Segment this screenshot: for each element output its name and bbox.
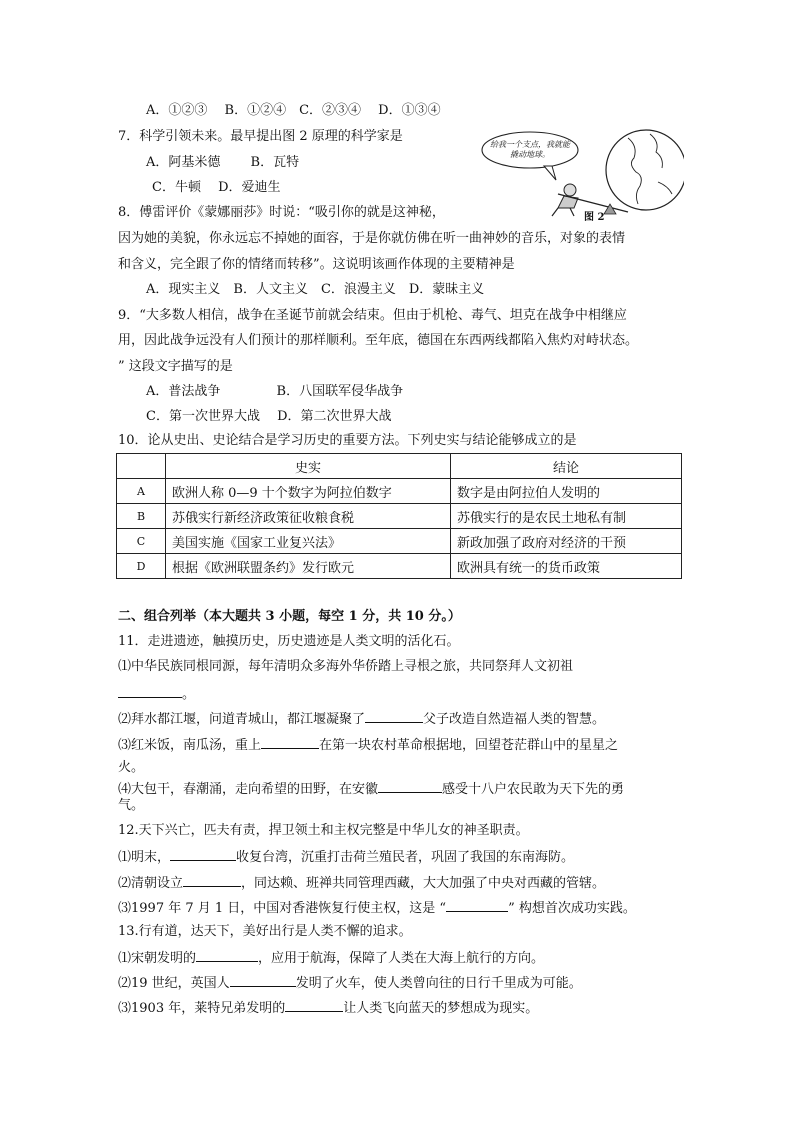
q11-stem: 11．走进遗迹，触摸历史，历史遗迹是人类文明的活化石。 [118,634,460,649]
q7-options-ab: A．阿基米德 B．瓦特 [146,155,300,170]
header-blank [117,454,166,479]
row-conclusion: 欧洲具有统一的货币政策 [451,554,682,579]
q13-part2-tail: 发明了火车，使人类曾向往的日行千里成为可能。 [295,976,582,991]
answer-blank[interactable] [285,997,343,1012]
q11-part4-line2: 气。 [118,798,145,813]
q13-part1 [118,947,544,969]
answer-blank[interactable] [365,708,423,723]
q12-part3 [118,897,636,919]
row-fact: 美国实施《国家工业复兴法》 [166,529,451,554]
answer-blank[interactable] [183,872,241,887]
q11-part2 [118,708,605,730]
q11-part1-tail: 。 [182,687,196,702]
row-key: B [117,504,166,529]
row-fact: 根据《欧洲联盟条约》发行欧元 [166,554,451,579]
q13-stem: 13.行有道，达天下，美好出行是人类不懈的追求。 [118,924,412,939]
answer-blank[interactable] [446,897,508,912]
q9-line1: 9．“大多数人相信，战争在圣诞节前就会结束。但由于机枪、毒气、坦克在战争中相继应 [118,308,627,323]
q13-part3-head: ⑶1903 年，莱特兄弟发明的 [118,1001,286,1016]
q11-part3-head: ⑶红米饭，南瓜汤，重上 [118,738,262,753]
q13-part1-tail: ，应用于航海，保障了人类在大海上航行的方向。 [258,951,545,966]
q8-line1: 8．傅雷评价《蒙娜丽莎》时说：“吸引你的就是这神秘， [118,205,445,220]
section-2-title: 二、组合列举（本大题共 3 小题，每空 1 分，共 10 分。） [118,609,461,624]
q13-part3-tail: 让人类飞向蓝天的梦想成为现实。 [343,1001,539,1016]
q12-part1-head: ⑴明末， [118,850,171,865]
figure-2-bubble-text: 给我一个支点，我就能撬动地球。 [490,140,570,159]
row-conclusion: 数字是由阿拉伯人发明的 [451,479,682,504]
answer-blank[interactable] [196,947,258,962]
row-key: C [117,529,166,554]
table-row [117,479,682,504]
q12-part2-tail: ，同达赖、班禅共同管理西藏，大大加强了中央对西藏的管辖。 [241,876,606,891]
q9-line3: ” 这段文字描写的是 [118,359,233,374]
answer-blank[interactable] [378,778,442,793]
q12-part3-head: ⑶1997 年 7 月 1 日，中国对香港恢复行使主权，这是 “ [118,901,447,916]
q10-table [116,453,682,579]
q9-line2: 用，因此战争远没有人们预计的那样顺利。至年底，德国在东西两线都陷入焦灼对峙状态。 [118,333,639,348]
q12-part2 [118,872,605,894]
q13-part2-head: ⑵19 世纪，英国人 [118,976,230,991]
row-key: A [117,479,166,504]
q12-part1-tail: 收复台湾，沉重打击荷兰殖民者，巩固了我国的东南海防。 [236,850,575,865]
q13-part3 [118,997,538,1019]
table-row [117,554,682,579]
answer-blank[interactable] [261,734,319,749]
answer-blank[interactable] [230,972,296,987]
q7-stem: 7．科学引领未来。最早提出图 2 原理的科学家是 [118,129,403,144]
q11-part2-head: ⑵拜水都江堰，问道青城山，都江堰凝聚了 [118,712,366,727]
q11-part1-line1: ⑴中华民族同根同源，每年清明众多海外华侨踏上寻根之旅，共同祭拜人文初祖 [118,659,574,674]
header-conclusion: 结论 [451,454,682,479]
lever-illustration [478,124,684,224]
row-key: D [117,554,166,579]
figure-2-caption: 图 2 [584,212,605,223]
row-fact: 欧洲人称 0—9 十个数字为阿拉伯数字 [166,479,451,504]
q11-part2-tail: 父子改造自然造福人类的智慧。 [423,712,606,727]
q8-options: A．现实主义 B．人文主义 C．浪漫主义 D．蒙昧主义 [146,282,485,297]
q11-part4-tail: 感受十八户农民敢为天下先的勇 [442,782,625,797]
q6-options: A．①②③ B．①②④ C．②③④ D．①③④ [146,103,441,118]
q11-part4 [118,778,624,800]
q11-part4-head: ⑷大包干，春潮涌，走向希望的田野，在安徽 [118,782,379,797]
table-header-row [117,454,682,479]
q7-options-cd: C．牛顿 D．爱迪生 [152,180,281,195]
q9-options-ab: A．普法战争 B．八国联军侵华战争 [146,384,404,399]
table-row [117,504,682,529]
row-fact: 苏俄实行新经济政策征收粮食税 [166,504,451,529]
q11-part1-line2 [118,683,195,705]
header-fact: 史实 [166,454,451,479]
q11-part3-line2: 火。 [118,760,145,775]
q10-stem: 10．论从史出、史论结合是学习历史的重要方法。下列史实与结论能够成立的是 [118,433,577,448]
row-conclusion: 苏俄实行的是农民土地私有制 [451,504,682,529]
q11-part3-tail: 在第一块农村革命根据地，回望苍茫群山中的星星之 [319,738,619,753]
q8-line3: 和含义，完全跟了你的情绪而转移”。这说明该画作体现的主要精神是 [118,257,515,272]
row-conclusion: 新政加强了政府对经济的干预 [451,529,682,554]
q12-stem: 12.天下兴亡，匹夫有责，捍卫领土和主权完整是中华儿女的神圣职责。 [118,823,529,838]
q12-part3-tail: ” 构想首次成功实践。 [508,901,636,916]
q13-part1-head: ⑴宋朝发明的 [118,951,197,966]
q13-part2 [118,972,582,994]
q11-part3 [118,734,618,756]
table-row [117,529,682,554]
q8-line2: 因为她的美貌，你永远忘不掉她的面容，于是你就仿佛在听一曲神妙的音乐，对象的表情 [118,231,626,246]
q12-part1 [118,846,574,868]
q12-part2-head: ⑵清朝设立 [118,876,184,891]
q9-options-cd: C．第一次世界大战 D．第二次世界大战 [146,409,392,424]
figure-2-lever [478,124,684,224]
answer-blank[interactable] [118,683,182,698]
answer-blank[interactable] [170,846,236,861]
